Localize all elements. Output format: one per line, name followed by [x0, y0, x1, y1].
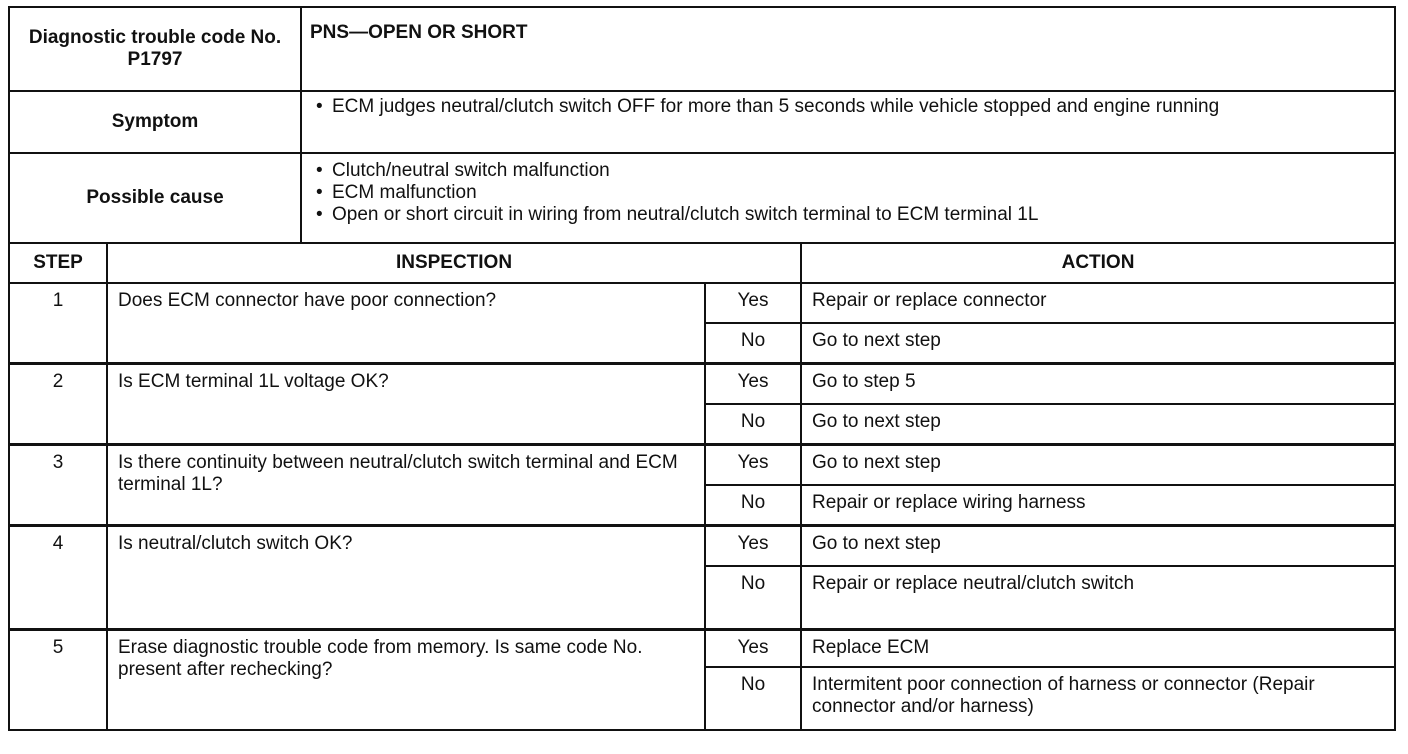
step-inspection: Is ECM terminal 1L voltage OK?	[107, 363, 705, 444]
cause-list	[310, 160, 1386, 226]
yes-label: Yes	[705, 444, 801, 485]
symptom-list	[310, 96, 1386, 118]
dtc-title: PNS—OPEN OR SHORT	[301, 7, 1395, 91]
symptom-row	[9, 91, 1395, 153]
inspection-column-header: INSPECTION	[107, 243, 801, 283]
yes-action: Go to step 5	[801, 363, 1395, 404]
no-label: No	[705, 323, 801, 363]
no-action: Go to next step	[801, 404, 1395, 444]
symptom-item: • ECM judges neutral/clutch switch OFF for more than 5 seconds while vehicle stopped and engine running	[310, 96, 1386, 118]
step-number: 5	[9, 629, 107, 730]
no-label: No	[705, 667, 801, 730]
no-label: No	[705, 404, 801, 444]
step-number: 1	[9, 283, 107, 363]
yes-action: Go to next step	[801, 444, 1395, 485]
yes-action: Go to next step	[801, 525, 1395, 566]
cause-item: • Clutch/neutral switch malfunction	[310, 160, 1386, 182]
no-action: Repair or replace neutral/clutch switch	[801, 566, 1395, 629]
step-inspection: Is neutral/clutch switch OK?	[107, 525, 705, 629]
yes-label: Yes	[705, 525, 801, 566]
yes-action: Replace ECM	[801, 629, 1395, 667]
cause-row	[9, 153, 1395, 243]
step-inspection: Erase diagnostic trouble code from memory. Is same code No. present after rechecking?	[107, 629, 705, 730]
no-action: Repair or replace wiring harness	[801, 485, 1395, 525]
dtc-label: Diagnostic trouble code No. P1797	[9, 7, 301, 91]
step-number: 3	[9, 444, 107, 525]
step-inspection: Is there continuity between neutral/clutch switch terminal and ECM terminal 1L?	[107, 444, 705, 525]
action-column-header: ACTION	[801, 243, 1395, 283]
dtc-row	[9, 7, 1395, 91]
step-number: 2	[9, 363, 107, 444]
step-column-header: STEP	[9, 243, 107, 283]
yes-action: Repair or replace connector	[801, 283, 1395, 323]
no-label: No	[705, 485, 801, 525]
yes-label: Yes	[705, 363, 801, 404]
table-row	[9, 363, 1395, 404]
cause-item: • ECM malfunction	[310, 182, 1386, 204]
diagnostic-table	[8, 6, 1396, 731]
table-row	[9, 525, 1395, 566]
column-header-row	[9, 243, 1395, 283]
cause-label: Possible cause	[9, 153, 301, 243]
no-label: No	[705, 566, 801, 629]
table-row	[9, 444, 1395, 485]
step-inspection: Does ECM connector have poor connection?	[107, 283, 705, 363]
no-action: Intermitent poor connection of harness or connector (Repair connector and/or harness)	[801, 667, 1395, 730]
cause-item: • Open or short circuit in wiring from neutral/clutch switch terminal to ECM terminal 1L	[310, 204, 1386, 226]
yes-label: Yes	[705, 629, 801, 667]
yes-label: Yes	[705, 283, 801, 323]
no-action: Go to next step	[801, 323, 1395, 363]
table-row	[9, 283, 1395, 323]
table-row	[9, 629, 1395, 667]
symptom-label: Symptom	[9, 91, 301, 153]
step-number: 4	[9, 525, 107, 629]
